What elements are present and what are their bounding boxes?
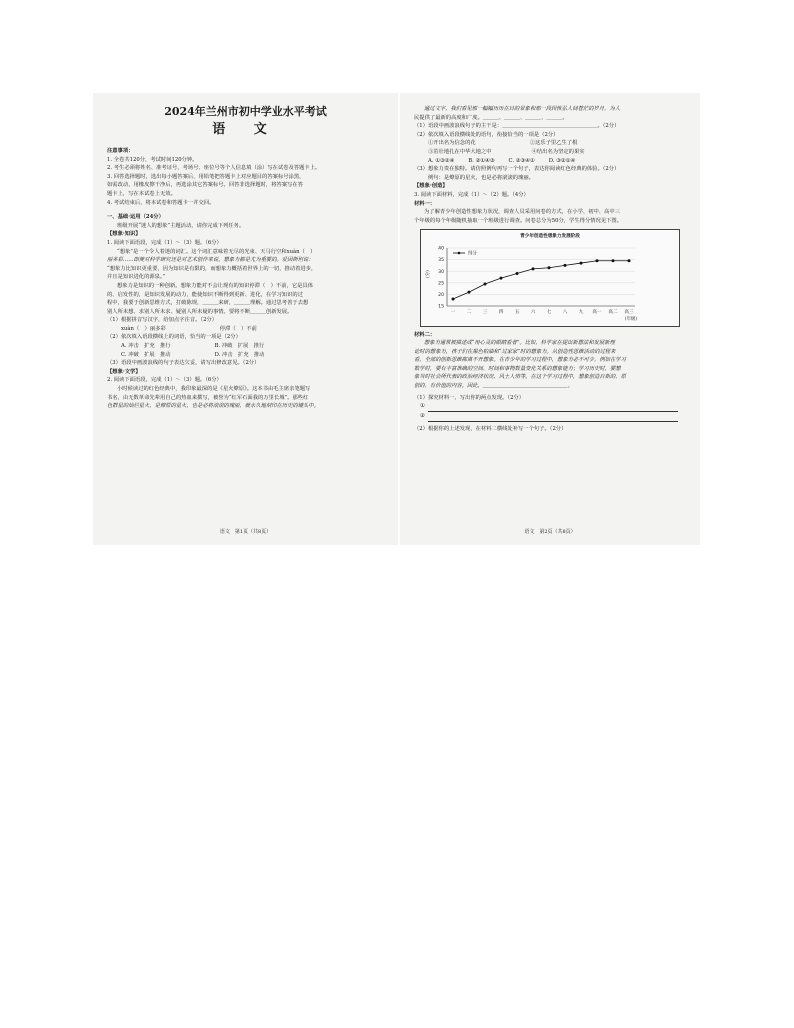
pinyin-row [107, 325, 384, 334]
example-sentence: 例句：是燎原的星火，也是必将滚滚的瑰丽。 [428, 174, 534, 181]
answer-line[interactable] [420, 412, 678, 422]
question-3: 3. 阅读下面材料，完成（1）～（2）题。（4分） [414, 191, 529, 198]
data-point [612, 259, 615, 262]
page-footer: 语文 第2页（共8页） [524, 529, 576, 535]
passage-line: “想象”是一个令人着迷的词汇。这个词汇意味着无尽的光束、天马行空和xuàn（ ） [117, 248, 316, 255]
data-point [628, 259, 631, 262]
x-tick-label: 二 [466, 309, 472, 315]
chart-svg [421, 242, 661, 322]
option: B. ②①④③ [468, 157, 495, 164]
material-line: 数学时，要有丰富准确的空间、时间和事物数量变化关系的想象能力；学习历史时，要想 [414, 365, 621, 372]
option: B. 冲破 扩展 推行 [214, 343, 265, 350]
pinyin-item: 停滞（ ）不前 [219, 325, 257, 332]
notice-line: 题卡上，写在本试卷上无效。 [107, 190, 176, 197]
choice: ③茁壮地扎在中华大地之中 [428, 148, 492, 155]
x-tick-label: 高二 [608, 309, 618, 315]
y-tick-label: 20 [438, 292, 444, 298]
subject-title: 语 文 [212, 122, 279, 137]
y-tick-label: 25 [438, 281, 444, 287]
option: A. ①③②④ [428, 157, 455, 164]
notice-line: 3. 回答选择题时，选出每小题答案后，用铅笔把答题卡上对应题目的答案标号涂黑， [107, 173, 305, 180]
option: D. 冲击 扩充 推动 [214, 351, 265, 358]
passage-line: 丽多彩……即使对科学研究还是对艺术创作来说，想象力都是尤为重要的。爱因斯坦说： [107, 257, 314, 264]
notice-line: 如需改动，用橡皮擦干净后，再选涂其它答案标号。回答非选择题时，将答案写在答 [107, 182, 303, 189]
exam-title: 2024年兰州市初中学业水平考试 [164, 105, 327, 118]
passage-line: 小时候读过的红色经典中，我印象最深的是《星火燎原》。这本书由毛主席亲笔题写 [117, 386, 311, 393]
sub-question: （2）根据你的上述发现，在材料二横线处补写一个句子。（2分） [414, 426, 567, 433]
data-point [468, 290, 471, 293]
material-line: 为了解青少年创造性想象力状况，调查人员采用问卷的方式，在小学、初中、高中三 [424, 209, 620, 216]
notice-line: 2. 考生必须将姓名、准考证号、考场号、座位号等个人信息填（涂）写在试卷及答题卡上。 [107, 165, 321, 172]
x-tick-label: 九 [578, 309, 584, 315]
series-line [453, 261, 629, 299]
x-tick-label: 六 [530, 309, 536, 315]
passage-line: 程中，我要于创新思维方式，打破陈规，＿＿＿来研，＿＿＿理解。通过思考善于去想 [107, 300, 309, 307]
answer-mark: ② [420, 412, 425, 419]
section-intro: 班级开展“迷人的想象”主题活动，请你完成下列任务。 [117, 222, 245, 229]
sub-question: （2）依次填入语段横线上的词语，恰当的一项是（2分） [107, 334, 241, 341]
x-tick-label: 一 [450, 309, 456, 315]
options-row [107, 351, 384, 360]
exam-page-2 [400, 93, 700, 545]
chart-title: 青少年创造性想象力发展阶段 [520, 234, 580, 240]
option: D. ③②①④ [548, 157, 576, 164]
choice: ②这乐子里乙生了根 [529, 140, 578, 147]
y-tick-label: 35 [438, 258, 444, 264]
legend-label: 得分 [468, 251, 477, 257]
passage-line: 色群星的灿烂星火，是燎原的星火，也是必将滚滚的瑰丽，就永久地刻印在历史的镜头中。 [107, 403, 319, 410]
y-axis-label: (分) [426, 270, 431, 278]
x-tick-label: 五 [514, 309, 520, 315]
material-line: 看，全部的创新思维都离不开想象。在青少年的学习过程中，想象力必不可少，例如在学习 [414, 357, 626, 364]
passage-line: 别人所未想、求别人所未求、疑别人所未疑的事情。要将不断＿＿＿创新发展。 [107, 308, 293, 315]
section-heading: 一、基础·运用（24分） [107, 214, 164, 221]
material-line: 个年级的每个年级随机抽取一个班级进行调查。问卷总分为50分，学生得分情况见下图。 [414, 217, 623, 224]
page-footer: 语文 第1页（共8页） [219, 529, 272, 535]
y-tick-label: 30 [438, 269, 444, 275]
choice: ①开出名为信念的花 [428, 140, 476, 147]
material-line: 创的、有价值的内容。因此，＿＿＿＿＿＿＿＿＿＿＿＿＿＿＿＿。 [414, 383, 573, 390]
y-tick-label: 40 [438, 246, 444, 252]
data-point [548, 266, 551, 269]
data-point [564, 264, 567, 267]
data-point [596, 259, 599, 262]
data-point [580, 261, 583, 264]
notice-heading: 注意事项： [107, 148, 134, 154]
question-2: 2. 阅读下面语段，完成（1）～（3）题。（6分） [107, 377, 222, 384]
x-tick-label: 八 [562, 309, 568, 315]
sub-question: （1）语段中画波浪线句子的主干是：＿＿＿＿＿＿＿＿＿＿＿＿＿＿＿＿＿＿。（2分） [414, 123, 620, 130]
legend-marker [458, 252, 461, 255]
x-tick-label: 四 [498, 309, 504, 315]
material-line: 象当时社会所代表的政治经济状况、风土人情等。在这个学习过程中，想象创造自新的、原 [414, 374, 626, 381]
material-tag: 材料一： [414, 200, 436, 207]
option: C. 冲破 扩展 推动 [121, 351, 171, 358]
answer-mark: ① [420, 402, 425, 409]
part-tag: 【想象·文学】 [107, 368, 141, 375]
score-chart [420, 229, 680, 326]
x-axis-label: (年级) [624, 316, 638, 322]
pinyin-item: xuàn（ ）丽多彩 [121, 325, 166, 332]
passage-line: 民提供了最新的高度和广度。＿＿＿、＿＿＿、＿＿＿、＿＿＿。 [414, 114, 568, 121]
answer-line[interactable] [420, 402, 678, 412]
notice-line: 1. 全卷共120分，考试时间120分钟。 [107, 156, 198, 163]
choices-row [414, 139, 686, 148]
sub-question: （3）想象力贵在独特。请仿照例句再写一个句子，表达你阅读红色经典的体验。（2分） [414, 166, 620, 173]
material-tag: 材料二： [414, 331, 436, 338]
sub-question: （3）语段中画波浪线的句子表达欠妥，请写出修改意见。（2分） [107, 360, 260, 367]
x-tick-label: 三 [482, 309, 488, 315]
choice: ④结出名为坚定的果实 [531, 148, 585, 155]
sub-question: （1）探究材料一，写出你的两点发现。（2分） [414, 394, 525, 401]
part-tag: 【想象·创造】 [414, 183, 448, 190]
options-row [107, 342, 384, 351]
data-point [532, 267, 535, 270]
x-tick-label: 高一 [592, 309, 602, 315]
exam-page-1 [93, 93, 398, 545]
y-tick-label: 15 [438, 304, 444, 310]
sub-question: （1）根据拼音写汉字，给加点字注音。（2分） [107, 317, 218, 324]
sub-question: （2）依次填入语段横线处的语句，衔接恰当的一项是（2分） [414, 131, 559, 138]
data-point [452, 297, 455, 300]
x-tick-label: 高三 [624, 309, 634, 315]
question-1: 1. 阅读下面语段，完成（1）～（3）题。（6分） [107, 239, 222, 246]
data-point [516, 272, 519, 275]
x-tick-label: 七 [546, 309, 552, 315]
passage-line: 书名，由无数革命先辈用自己的热血来撰写，被誉为“红军石面我的万里长城”。那些红 [107, 394, 309, 401]
passage-line: 并且是知识进化的源泉。” [107, 274, 166, 281]
choices-row [414, 148, 686, 157]
option: A. 冲击 扩充 推行 [121, 343, 171, 350]
passage-line: 通过文字，我们看见那一幅幅历历在目的景象和那一段段恢弘人间苍茫的岁月，为人 [424, 106, 620, 112]
data-point [484, 282, 487, 285]
notice-line: 4. 考试结束后，将本试卷和答题卡一并交回。 [107, 199, 215, 206]
data-point [500, 277, 503, 280]
passage-line: 想象力是知识的一种创新。想象力能对不会让现有的知识停滞（ ）不前，它是具体 [117, 282, 313, 289]
passage-line: 的、启发性的，是知识发展的动力，能使知识不断得到更新、进化，在学习知识的过 [107, 291, 303, 298]
option: C. ②③④① [508, 157, 535, 164]
material-line: 想象力通常被描述成“用心灵的眼睛看者”。比如，科学家在提出新想法和发展新理 [424, 340, 615, 347]
part-tag: 【想象·知识】 [107, 231, 141, 238]
passage-line: “想象力比知识更重要，因为知识是有限的，而想象力概括着世界上的一切，推动着进步， [107, 265, 317, 272]
abcd-row [414, 157, 686, 166]
material-line: 论时的想象力，孩子们在黑色柏油和“过家家”时的想象力。从创造性思维活动的过程来 [414, 348, 616, 355]
